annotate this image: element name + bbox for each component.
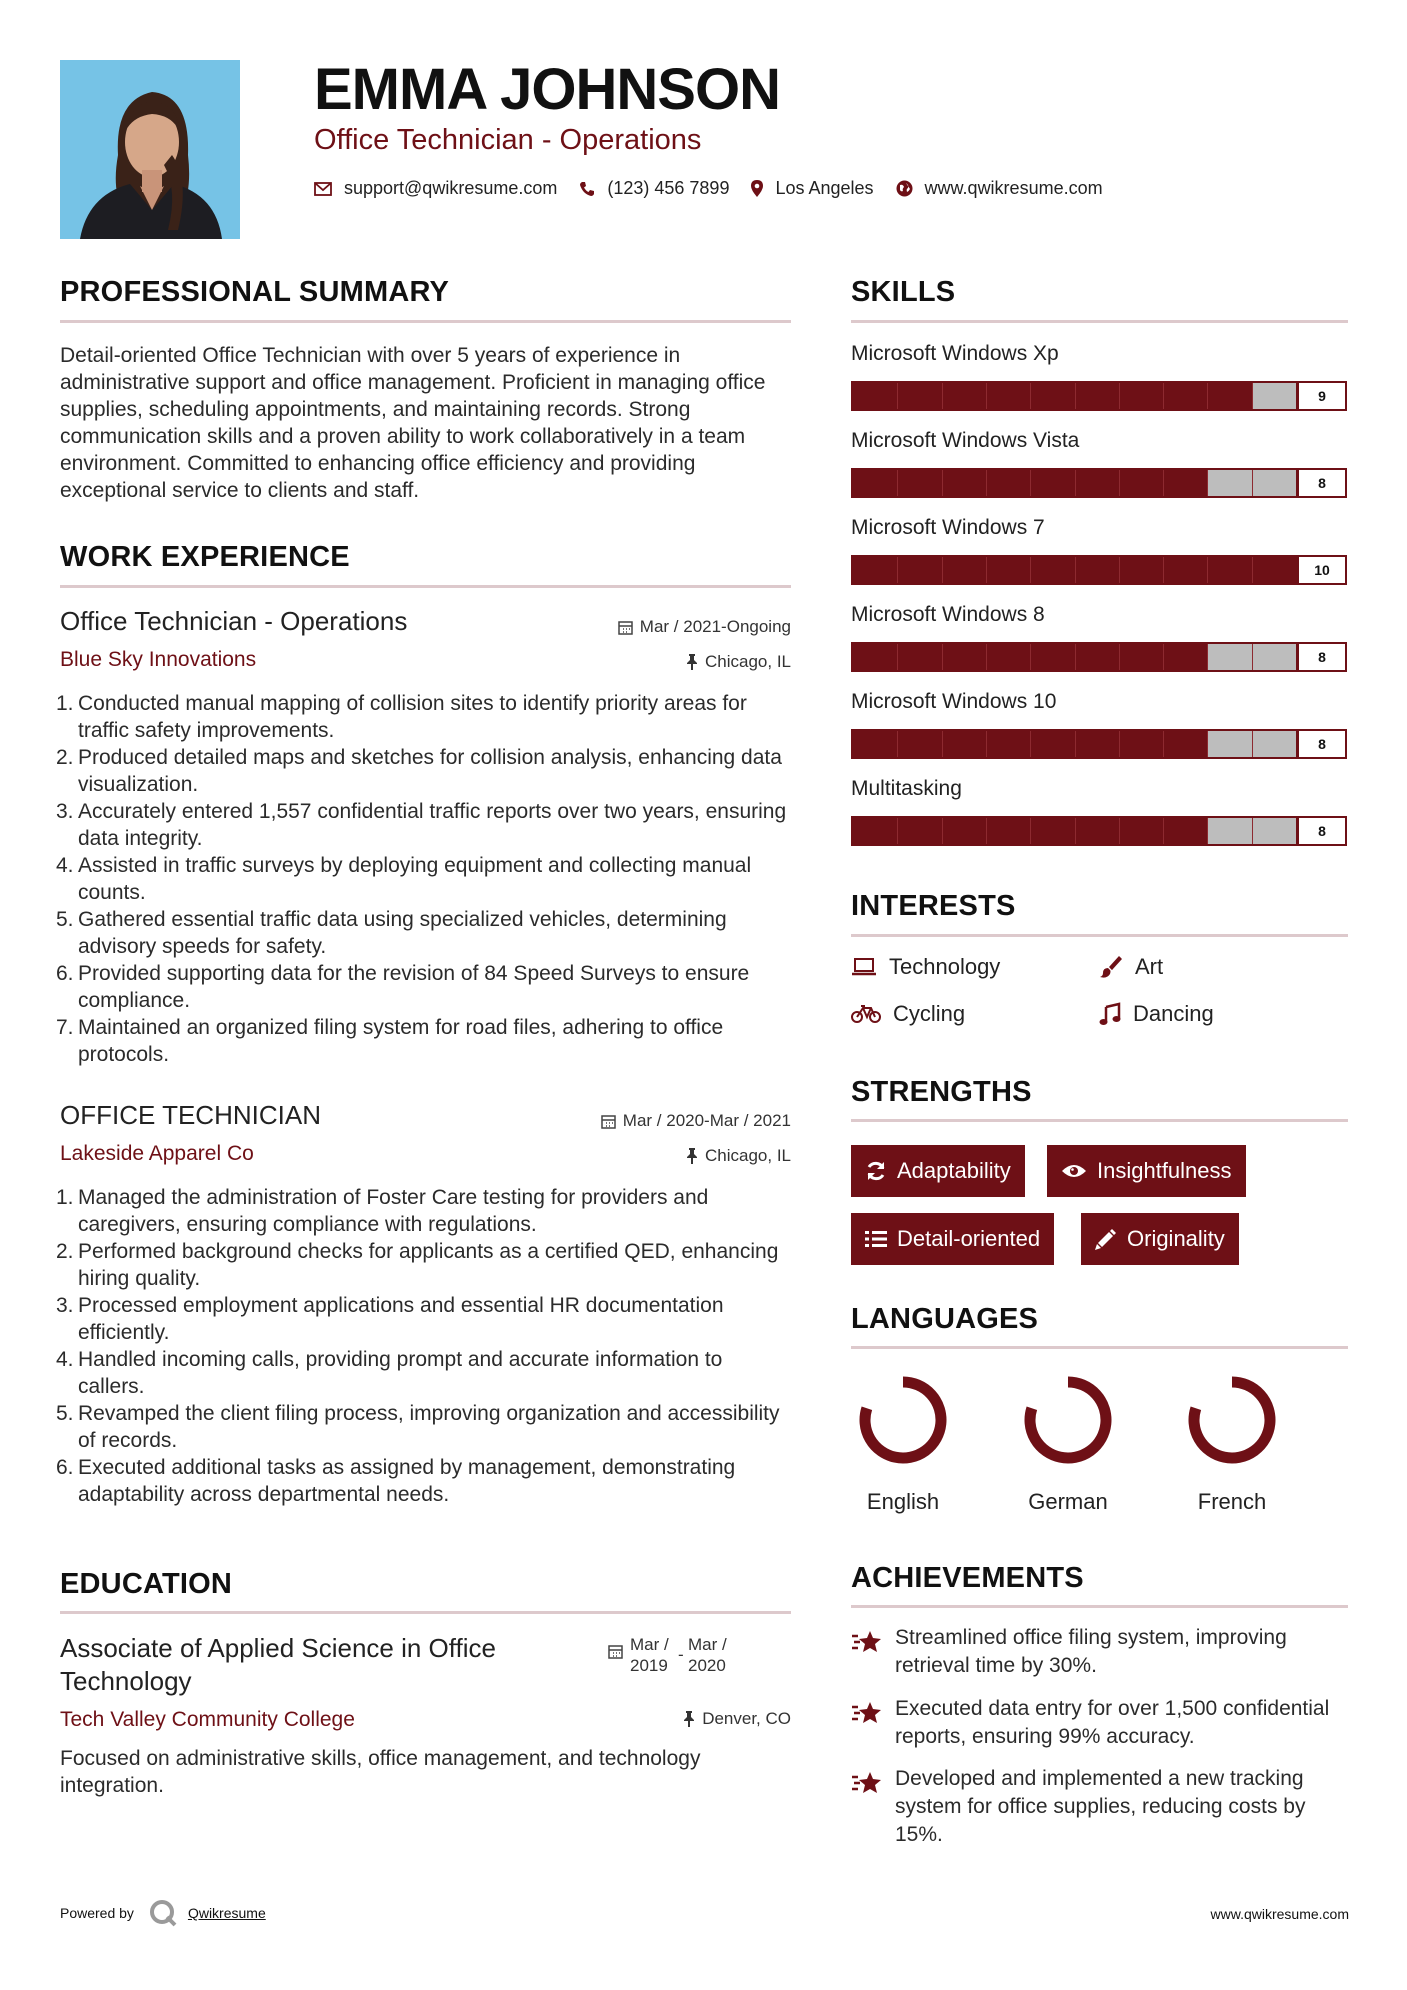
skill-bar-segment [1030,383,1031,409]
skill-bar-segment [1030,818,1031,844]
language-item [1172,1370,1292,1515]
list-item: 5. Revamped the client filing process, improving organization and accessibility of records. [56,1402,780,1452]
skill-bar-segment [942,818,943,844]
contact-website[interactable] [896,178,1103,199]
skill-bar-segment [1075,470,1076,496]
language-progress-ring [853,1370,953,1470]
skill-bar-segment [1163,731,1164,757]
job-dates [480,617,791,637]
list-item: 6. Executed additional tasks as assigned by management, demonstrating adaptability across departmental needs. [56,1456,736,1506]
languages-heading: LANGUAGES [851,1303,1039,1335]
calendar-icon [608,1644,623,1659]
list-item: 7. Maintained an organized filing system for road files, adhering to office protocols. [56,1016,724,1066]
phone-icon [579,181,595,197]
contact-row [314,178,1125,199]
date-separator: - [678,1645,684,1664]
interest-label: Technology [889,954,1001,979]
skill-bar-segment [897,818,898,844]
strength-badge [1081,1213,1239,1265]
list-item: 3. Accurately entered 1,557 confidential traffic reports over two years, ensuring data integrity. [56,800,787,850]
job-duties-list [56,1184,791,1508]
skill-bar-segment [1252,383,1253,409]
profile-photo [60,60,240,239]
globe-icon [896,180,913,197]
candidate-name: EMMA JOHNSON [314,57,780,122]
skill-score: 9 [1296,383,1345,409]
company-name: Blue Sky Innovations [60,648,257,671]
interest-item [851,954,1000,980]
eye-icon [1061,1162,1087,1180]
end-date: Mar / 2020 [688,1635,727,1675]
achievement-item [851,1624,1348,1680]
start-date: Mar / 2019 [630,1635,669,1675]
degree-title: Associate of Applied Science in Office Technology [60,1633,496,1696]
skill-bar [851,642,1347,672]
calendar-icon [601,1114,616,1129]
skill-name: Microsoft Windows 7 [851,516,1045,539]
language-ring-arc [1194,1382,1270,1458]
education-heading: EDUCATION [60,1568,233,1600]
skill-bar-segment [1163,470,1164,496]
skill-bar [851,468,1347,498]
achievements-divider [851,1605,1348,1608]
job-duties-list [56,690,791,1068]
skill-bar-segment [897,383,898,409]
strength-label: Detail-oriented [897,1226,1041,1251]
list-icon [865,1230,887,1248]
summary-heading: PROFESSIONAL SUMMARY [60,276,450,308]
skill-score: 8 [1296,731,1345,757]
skill-bar-segment [1030,731,1031,757]
pushpin-icon [683,1711,695,1727]
languages-divider [851,1346,1348,1349]
shooting-star-icon [851,1628,883,1654]
skill-bar-segment [1119,644,1120,670]
skill-score: 8 [1296,644,1345,670]
skill-bar-segment [1207,557,1208,583]
strength-badge [1047,1145,1246,1197]
job-location-text: Chicago, IL [705,652,791,671]
language-item [843,1370,963,1515]
skill-bar-segment [1163,557,1164,583]
skill-bar-segment [986,644,987,670]
skill-bar-segment [942,470,943,496]
skill-bar-segment [1119,557,1120,583]
achievements-heading: ACHIEVEMENTS [851,1562,1084,1594]
achievement-item [851,1695,1348,1751]
refresh-icon [865,1160,887,1182]
interest-label: Dancing [1133,1001,1214,1026]
education-location-text: Denver, CO [702,1709,791,1728]
skill-name: Multitasking [851,777,962,800]
job-dates-text: Mar / 2021-Ongoing [639,617,791,636]
job-location [480,652,791,672]
skill-bar [851,381,1347,411]
skill-bar-segment [1207,644,1208,670]
calendar-icon [618,620,633,635]
skill-bar-segment [942,731,943,757]
skill-bar-segment [1030,557,1031,583]
language-progress-ring [1182,1370,1282,1470]
skill-name: Microsoft Windows Xp [851,342,1059,365]
interest-item [1099,1001,1214,1027]
language-progress-ring [1018,1370,1118,1470]
skill-bar-fill [853,383,1252,409]
skill-bar [851,555,1347,585]
achievement-item [851,1765,1348,1849]
interest-item [851,1001,965,1027]
pushpin-icon [686,654,698,670]
skill-bar-segment [986,731,987,757]
list-item: 1. Conducted manual mapping of collision sites to identify priority areas for traffic safety improvements. [56,692,747,742]
email-text: support@qwikresume.com [344,178,558,198]
language-ring-arc [865,1382,941,1458]
skill-bar-segment [1252,644,1253,670]
skill-bar-segment [897,557,898,583]
qwikresume-logo-icon [148,1898,178,1928]
paintbrush-icon [1099,955,1123,979]
footer-url[interactable]: www.qwikresume.com [1210,1906,1349,1922]
skill-bar-segment [986,383,987,409]
pencil-icon [1095,1228,1117,1250]
interest-label: Art [1135,954,1164,979]
list-item: 2. Performed background checks for applicants as a certified QED, enhancing hiring quality. [56,1240,779,1290]
interests-heading: INTERESTS [851,890,1016,922]
school-name: Tech Valley Community College [60,1708,355,1731]
strengths-heading: STRENGTHS [851,1076,1032,1108]
skills-divider [851,320,1348,323]
footer-powered-by [60,1898,266,1928]
powered-by-text: Powered by [60,1905,134,1921]
skill-bar-segment [1207,731,1208,757]
strength-label: Originality [1127,1226,1225,1251]
interest-item [1099,954,1163,980]
education-divider [60,1611,791,1614]
strength-label: Adaptability [897,1158,1011,1183]
skill-bar-segment [1207,383,1208,409]
strengths-divider [851,1119,1348,1122]
skill-bar-segment [897,731,898,757]
strength-badge [851,1213,1054,1265]
shooting-star-icon [851,1699,883,1725]
person-silhouette-icon [60,60,240,239]
language-label: German [1028,1489,1108,1514]
experience-heading: WORK EXPERIENCE [60,541,350,573]
job-title: OFFICE TECHNICIAN [60,1100,321,1130]
skill-bar [851,816,1347,846]
experience-divider [60,585,791,588]
skill-name: Microsoft Windows 10 [851,690,1057,713]
skill-bar-segment [1252,731,1253,757]
skill-bar-segment [1119,470,1120,496]
skill-bar-segment [942,383,943,409]
skill-bar-segment [1119,818,1120,844]
skill-bar-segment [1163,818,1164,844]
summary-text: Detail-oriented Office Technician with over 5 years of experience in administrative support and office management. Proficient in managing office supplies, scheduling appointments, and maintaining records. Strong communication skills and a proven ability to work collaboratively in a team environment. Committed to enhancing office efficiency and providing exceptional service to clients and staff. [60,344,766,502]
skill-bar-segment [1030,644,1031,670]
skill-bar-segment [986,557,987,583]
achievement-text: Executed data entry for over 1,500 confidential reports, ensuring 99% accuracy. [895,1697,1330,1748]
language-label: French [1197,1489,1267,1514]
education-dates [608,1634,793,1676]
skill-bar-segment [1030,470,1031,496]
skills-heading: SKILLS [851,276,956,308]
map-pin-icon [751,180,763,197]
skill-bar-segment [942,644,943,670]
envelope-icon [314,182,332,196]
list-item: 4. Handled incoming calls, providing prompt and accurate information to callers. [56,1348,723,1398]
language-ring-arc [1030,1382,1106,1458]
skill-bar-segment [1075,731,1076,757]
website-text: www.qwikresume.com [924,178,1103,198]
language-label: English [866,1489,940,1514]
education-location [480,1709,791,1729]
candidate-role: Office Technician - Operations [314,124,702,156]
list-item: 5. Gathered essential traffic data using specialized vehicles, determining advisory speeds for safety. [56,908,727,958]
skill-bar-segment [1207,818,1208,844]
skill-bar-segment [897,644,898,670]
interest-label: Cycling [893,1001,966,1026]
achievement-text: Developed and implemented a new tracking system for office supplies, reducing costs by 15%. [895,1767,1306,1846]
education-description: Focused on administrative skills, office management, and technology integration. [60,1747,701,1797]
list-item: 6. Provided supporting data for the revision of 84 Speed Surveys to ensure compliance. [56,962,750,1012]
list-item: 1. Managed the administration of Foster Care testing for providers and caregivers, ensuring compliance with regulations. [56,1186,709,1236]
achievement-text: Streamlined office filing system, improving retrieval time by 30%. [895,1626,1287,1677]
job-title: Office Technician - Operations [60,606,408,636]
language-item [1008,1370,1128,1515]
job-dates [480,1111,791,1131]
skill-name: Microsoft Windows Vista [851,429,1080,452]
job-location-text: Chicago, IL [705,1146,791,1165]
job-dates-text: Mar / 2020-Mar / 2021 [622,1111,791,1130]
interests-divider [851,934,1348,937]
contact-location [751,178,873,199]
skill-bar-segment [1252,818,1253,844]
music-note-icon [1099,1002,1121,1026]
skill-bar-segment [986,470,987,496]
summary-divider [60,320,791,323]
skill-bar-segment [897,470,898,496]
skill-bar-segment [1207,470,1208,496]
skill-bar-segment [1119,731,1120,757]
shooting-star-icon [851,1769,883,1795]
contact-email[interactable] [314,178,557,199]
skill-score: 8 [1296,470,1345,496]
location-text: Los Angeles [775,178,874,198]
list-item: 4. Assisted in traffic surveys by deploying equipment and collecting manual counts. [56,854,752,904]
skill-bar-segment [942,557,943,583]
skill-bar-segment [986,818,987,844]
skill-bar-segment [1252,470,1253,496]
skill-bar-segment [1075,557,1076,583]
list-item: 3. Processed employment applications and essential HR documentation efficiently. [56,1294,724,1344]
list-item: 2. Produced detailed maps and sketches for collision analysis, enhancing data visualization. [56,746,782,796]
company-name: Lakeside Apparel Co [60,1142,254,1165]
skill-bar [851,729,1347,759]
skill-bar-segment [1119,383,1120,409]
skill-bar-segment [1163,644,1164,670]
skill-score: 8 [1296,818,1345,844]
skill-name: Microsoft Windows 8 [851,603,1045,626]
pushpin-icon [686,1148,698,1164]
strength-badge [851,1145,1025,1197]
skill-bar-segment [1075,818,1076,844]
skill-bar-segment [1075,644,1076,670]
strength-label: Insightfulness [1097,1158,1232,1183]
laptop-icon [851,958,877,976]
skill-bar-segment [1252,557,1253,583]
skill-bar-segment [1163,383,1164,409]
bicycle-icon [851,1004,881,1024]
phone-text: (123) 456 7899 [607,178,730,198]
job-location [480,1146,791,1166]
brand-link[interactable]: Qwikresume [187,1905,266,1921]
skill-score: 10 [1296,557,1345,583]
skill-bar-segment [1075,383,1076,409]
contact-phone[interactable] [579,178,729,199]
